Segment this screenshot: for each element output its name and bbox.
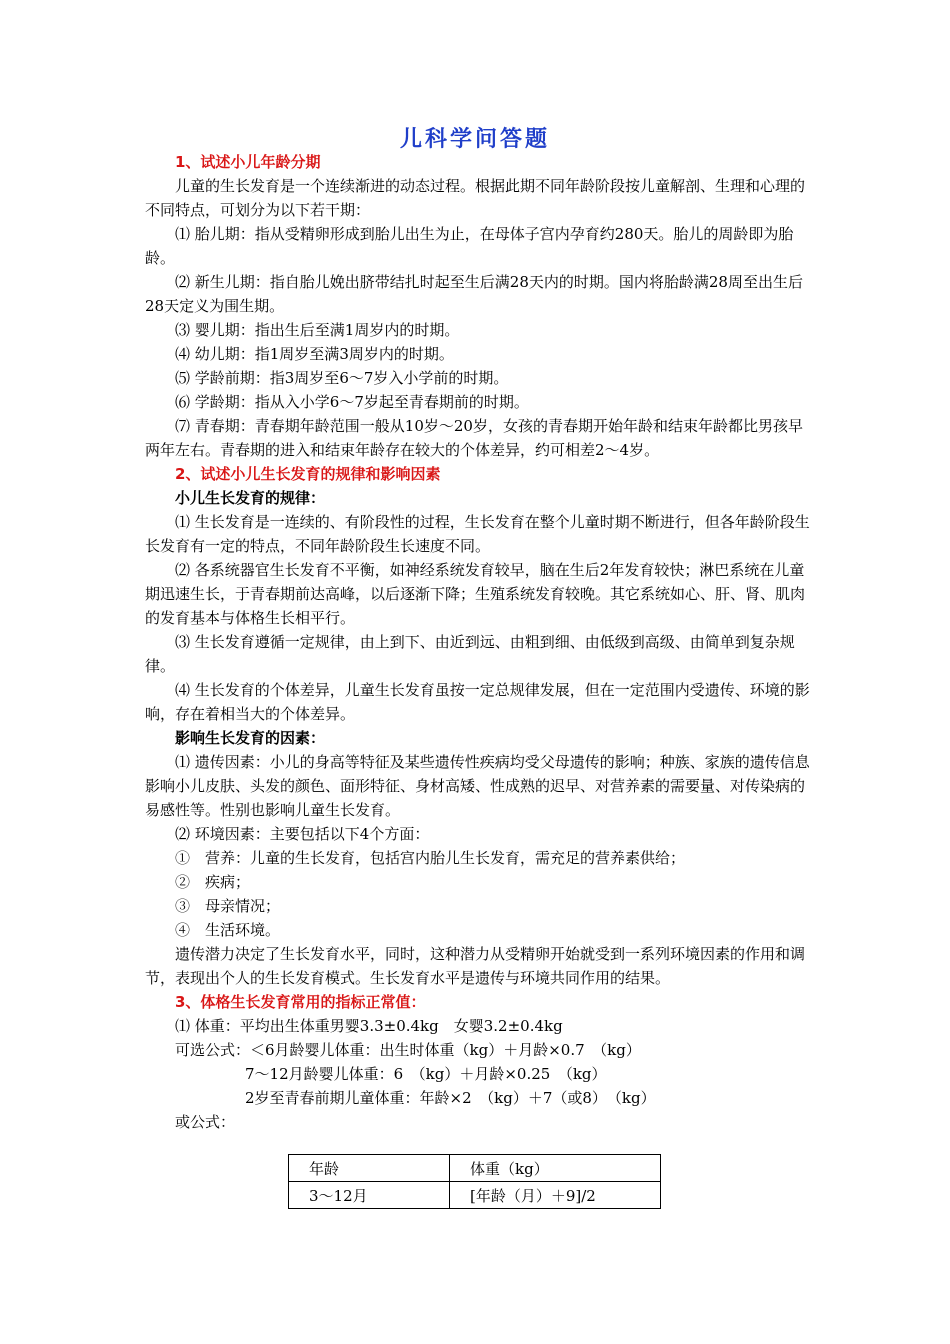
table-header-row: [289, 1155, 661, 1182]
section-heading-2: 2、试述小儿生长发育的规律和影响因素: [175, 465, 441, 483]
subheading-factors: 影响生长发育的因素：: [175, 729, 326, 747]
list-item: ⑺ 青春期：青春期年龄范围一般从10岁～20岁，女孩的青春期开始年龄和结束年龄都比男孩早两年左右。青春期的进入和结束年龄存在较大的个体差异，约可相差2～4岁。: [145, 417, 803, 459]
formula-line: 7～12月龄婴儿体重：6 （kg）＋月龄×0.25 （kg）: [245, 1065, 607, 1083]
list-item: ⑶ 婴儿期：指出生后至满1周岁内的时期。: [175, 321, 460, 339]
document-body: [145, 150, 813, 1134]
list-item: ⑴ 生长发育是一连续的、有阶段性的过程，生长发育在整个儿童时期不断进行，但各年龄阶段生长发育有一定的特点，不同年龄阶段生长速度不同。: [145, 513, 810, 555]
list-item: ⑴ 胎儿期：指从受精卵形成到胎儿出生为止，在母体子宫内孕育约280天。胎儿的周龄即为胎龄。: [145, 225, 794, 267]
table-header-cell: 体重（kg）: [450, 1155, 661, 1182]
page-title: 儿科学问答题: [399, 127, 550, 152]
sub-list-item: ② 疾病；: [175, 873, 251, 891]
table-row: [289, 1182, 661, 1209]
list-item: ⑴ 体重：平均出生体重男婴3.3±0.4kg 女婴3.2±0.4kg: [175, 1017, 563, 1035]
paragraph: 儿童的生长发育是一个连续渐进的动态过程。根据此期不同年龄阶段按儿童解剖、生理和心理的不同特点，可划分为以下若干期：: [145, 177, 806, 219]
list-item: ⑵ 环境因素：主要包括以下4个方面：: [175, 825, 430, 843]
formula-label: 或公式：: [175, 1113, 236, 1131]
list-item: ⑹ 学龄期：指从入小学6～7岁起至青春期前的时期。: [175, 393, 529, 411]
table-cell: 3～12月: [289, 1182, 450, 1209]
table-header-cell: 年龄: [289, 1155, 450, 1182]
section-heading-3: 3、体格生长发育常用的指标正常值：: [175, 993, 426, 1011]
weight-table: [288, 1154, 661, 1209]
paragraph: 遗传潜力决定了生长发育水平，同时，这种潜力从受精卵开始就受到一系列环境因素的作用和调节，表现出个人的生长发育模式。生长发育水平是遗传与环境共同作用的结果。: [145, 945, 806, 987]
section-heading-1: 1、试述小儿年龄分期: [175, 153, 321, 171]
list-item: ⑷ 幼儿期：指1周岁至满3周岁内的时期。: [175, 345, 454, 363]
list-item: ⑶ 生长发育遵循一定规律，由上到下、由近到远、由粗到细、由低级到高级、由简单到复杂规律。: [145, 633, 795, 675]
list-item: ⑵ 新生儿期：指自胎儿娩出脐带结扎时起至生后满28天内的时期。国内将胎龄满28周至出生后28天定义为围生期。: [145, 273, 803, 315]
list-item: ⑵ 各系统器官生长发育不平衡，如神经系统发育较早，脑在生后2年发育较快；淋巴系统在儿童期迅速生长，于青春期前达高峰，以后逐渐下降；生殖系统发育较晚。其它系统如心、肝、肾、肌肉的发育基本与体格生长相平行。: [145, 561, 806, 627]
list-item: ⑸ 学龄前期：指3周岁至6～7岁入小学前的时期。: [175, 369, 509, 387]
sub-list-item: ① 营养：儿童的生长发育，包括宫内胎儿生长发育，需充足的营养素供给；: [175, 849, 686, 867]
sub-list-item: ④ 生活环境。: [175, 921, 281, 939]
formula-line: 2岁至青春前期儿童体重：年龄×2 （kg）＋7（或8） （kg）: [245, 1089, 656, 1107]
subheading-rules: 小儿生长发育的规律：: [175, 489, 326, 507]
sub-list-item: ③ 母亲情况；: [175, 897, 281, 915]
list-item: ⑴ 遗传因素：小儿的身高等特征及某些遗传性疾病均受父母遗传的影响；种族、家族的遗传信息影响小儿皮肤、头发的颜色、面形特征、身材高矮、性成熟的迟早、对营养素的需要量、对传染病的易感性等。性别也影响儿童生长发育。: [145, 753, 810, 819]
formula-line: 可选公式：＜6月龄婴儿体重：出生时体重（kg）＋月龄×0.7 （kg）: [175, 1041, 641, 1059]
table-cell: [年龄（月）＋9]/2: [450, 1182, 661, 1209]
list-item: ⑷ 生长发育的个体差异，儿童生长发育虽按一定总规律发展，但在一定范围内受遗传、环境的影响，存在着相当大的个体差异。: [145, 681, 810, 723]
